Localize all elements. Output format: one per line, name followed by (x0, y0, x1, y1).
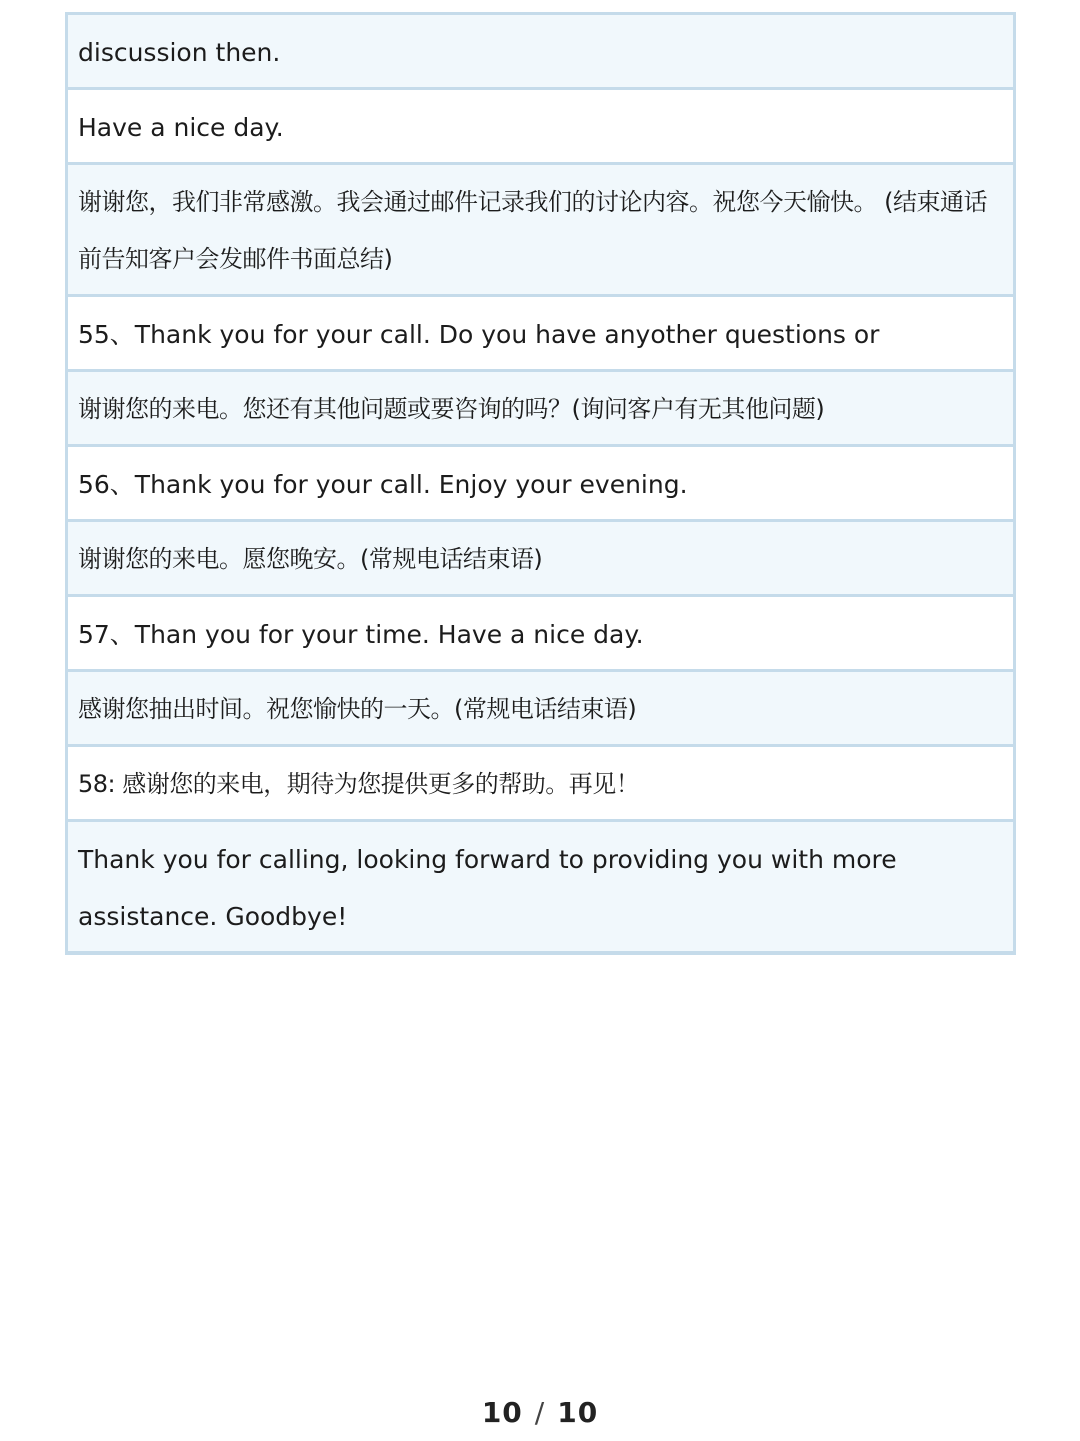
row-text: Thank you for calling, looking forward to providing you with more assistance. Goodbye! (78, 845, 897, 931)
phrase-table (65, 12, 1016, 955)
row-text: 谢谢您的来电。愿您晚安。(常规电话结束语) (78, 545, 543, 573)
row-text: discussion then. (78, 38, 281, 67)
table-row (68, 597, 1013, 672)
table-row (68, 522, 1013, 597)
page-indicator (0, 1396, 1080, 1429)
row-text: 57、Than you for your time. Have a nice day. (78, 620, 644, 649)
total-pages: 10 (557, 1396, 599, 1429)
row-text: 感谢您抽出时间。祝您愉快的一天。(常规电话结束语) (78, 695, 637, 723)
row-text: 58: 感谢您的来电，期待为您提供更多的帮助。再见！ (78, 770, 640, 798)
row-text: 谢谢您，我们非常感激。我会通过邮件记录我们的讨论内容。祝您今天愉快。 (结束通话前告知客户会发邮件书面总结) (78, 188, 987, 273)
row-text: 55、Thank you for your call. Do you have anyother questions or (78, 320, 880, 349)
table-row (68, 15, 1013, 90)
table-row (68, 372, 1013, 447)
table-row (68, 447, 1013, 522)
row-text: 56、Thank you for your call. Enjoy your evening. (78, 470, 688, 499)
table-row (68, 822, 1013, 954)
current-page: 10 (481, 1396, 523, 1429)
table-row (68, 165, 1013, 297)
row-text: Have a nice day. (78, 113, 284, 142)
table-row (68, 297, 1013, 372)
table-row (68, 747, 1013, 822)
row-text: 谢谢您的来电。您还有其他问题或要咨询的吗？(询问客户有无其他问题) (78, 395, 825, 423)
table-row (68, 90, 1013, 165)
table-row (68, 672, 1013, 747)
page-separator: / (534, 1396, 546, 1429)
